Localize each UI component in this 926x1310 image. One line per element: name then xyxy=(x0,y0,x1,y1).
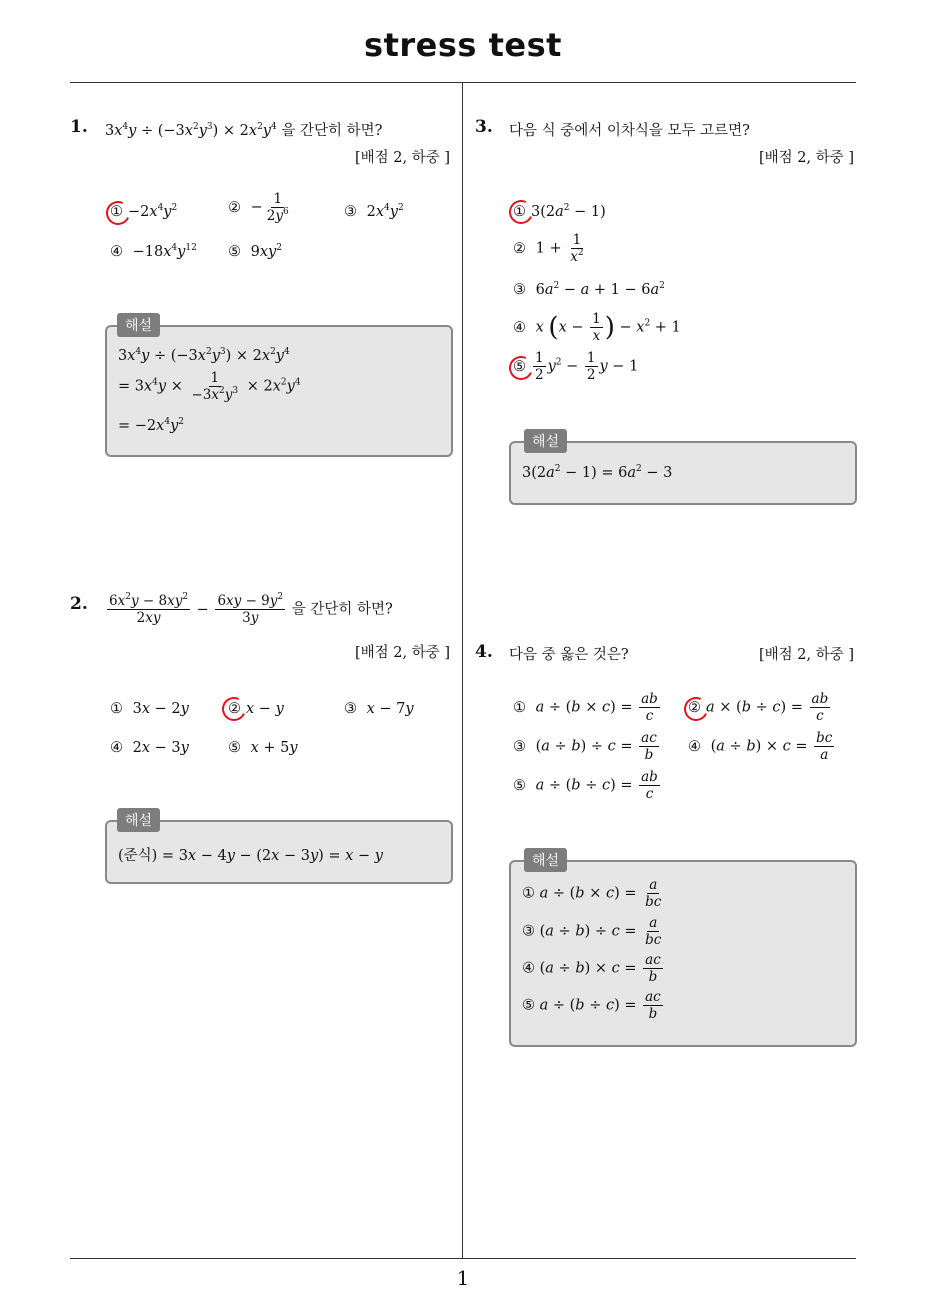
q4-meta: [배점 2, 하중 ] xyxy=(758,647,854,663)
q4-solution-line-1: ① a ÷ (b × c) = $\frac{a}{bc}$ xyxy=(522,877,662,911)
q2-choice-1[interactable]: ① 3x − 2y xyxy=(110,701,189,717)
q1-meta: [배점 2, 하중 ] xyxy=(354,150,450,166)
q2-prompt xyxy=(105,594,393,625)
q3-choice-1[interactable]: ① $3(2a^2 - 1)$ xyxy=(513,203,606,220)
footer-rule xyxy=(70,1258,856,1259)
q4-choice-5[interactable]: ⑤ a ÷ (b ÷ c) = $\frac{ab}{c}$ xyxy=(513,769,658,803)
q4-solution-line-2: ③ (a ÷ b) ÷ c = $\frac{a}{bc}$ xyxy=(522,915,662,949)
q1-solution-line-2: = $3x^4y$ × $\frac{1}{-3x^2y^3}$ × $2x^2y^4$ xyxy=(118,370,301,404)
q1-expression: $3x^4y \div (-3x^2y^3) \times 2x^2y^4$ xyxy=(105,122,277,139)
q3-prompt: 다음 식 중에서 이차식을 모두 고르면? xyxy=(509,123,750,139)
q2-solution-line-1: (준식) = 3x − 4y − (2x − 3y) = x − y xyxy=(118,848,383,864)
q3-choice-5[interactable]: ⑤ $\frac{1}{2}$ $y^2$ − $\frac{1}{2}$ y − 1 xyxy=(513,350,639,384)
q1-solution-line-3: = $-2x^4y^2$ xyxy=(118,417,184,434)
q2-number: 2. xyxy=(70,594,88,614)
q3-solution-tag: 해설 xyxy=(524,429,567,453)
page-number: 1 xyxy=(456,1266,470,1290)
q4-number: 4. xyxy=(475,642,493,662)
q3-choice-3[interactable]: ③ $6a^2 - a + 1 - 6a^2$ xyxy=(513,281,665,298)
q4-choice-1[interactable]: ① a ÷ (b × c) = $\frac{ab}{c}$ xyxy=(513,691,658,725)
q4-choice-2[interactable]: ② a × (b ÷ c) = $\frac{ab}{c}$ xyxy=(688,691,829,725)
q2-choice-3[interactable]: ③ x − 7y xyxy=(344,701,414,717)
q2-prompt-text: 을 간단히 하면? xyxy=(291,601,393,618)
q3-choice-4[interactable]: ④ x (x − $\frac{1}{x}$ ) − $x^2 + 1$ xyxy=(513,311,681,345)
q1-prompt-text: 을 간단히 하면? xyxy=(281,123,383,139)
q2-meta: [배점 2, 하중 ] xyxy=(354,645,450,661)
q1-solution-tag: 해설 xyxy=(117,313,160,337)
q3-meta: [배점 2, 하중 ] xyxy=(758,150,854,166)
q3-choice-2[interactable]: ② 1 + $\frac{1}{x^2}$ xyxy=(513,232,584,266)
q2-choice-5[interactable]: ⑤ x + 5y xyxy=(228,740,298,756)
q4-solution-line-4: ⑤ a ÷ (b ÷ c) = $\frac{ac}{b}$ xyxy=(522,989,661,1023)
q4-solution-line-3: ④ (a ÷ b) × c = $\frac{ac}{b}$ xyxy=(522,952,661,986)
q1-prompt xyxy=(105,119,382,140)
q2-choice-4[interactable]: ④ 2x − 3y xyxy=(110,740,189,756)
q4-choice-4[interactable]: ④ (a ÷ b) × c = $\frac{bc}{a}$ xyxy=(688,730,833,764)
q1-choice-3[interactable]: ③ $2x^4y^2$ xyxy=(344,203,404,220)
q1-choice-5[interactable]: ⑤ $9xy^2$ xyxy=(228,243,282,260)
q4-solution-tag: 해설 xyxy=(524,848,567,872)
q2-solution-tag: 해설 xyxy=(117,808,160,832)
q1-choice-4[interactable]: ④ $-18x^4y^{12}$ xyxy=(110,243,197,260)
page-title: stress test xyxy=(364,26,562,64)
q3-number: 3. xyxy=(475,117,493,137)
q1-choice-1[interactable]: ① $-2x^4y^2$ xyxy=(110,203,178,220)
q1-choice-2[interactable]: ② − $\frac{1}{2y^6}$ xyxy=(228,191,289,225)
q4-prompt: 다음 중 옳은 것은? xyxy=(509,647,629,663)
q1-solution-line-1: $3x^4y \div (-3x^2y^3) \times 2x^2y^4$ xyxy=(118,347,290,364)
column-divider xyxy=(462,83,463,1259)
q4-choice-3[interactable]: ③ (a ÷ b) ÷ c = $\frac{ac}{b}$ xyxy=(513,730,657,764)
header-rule xyxy=(70,82,856,83)
q1-number: 1. xyxy=(70,117,88,137)
q2-choice-2[interactable]: ② x − y xyxy=(228,701,284,717)
q2-expression: $\frac{6x^2y - 8xy^2}{2xy}$ − $\frac{6xy - 9y^2}{3y}$ xyxy=(109,592,284,627)
q3-solution-line-1: $3(2a^2 - 1) = 6a^2 - 3$ xyxy=(522,464,673,481)
